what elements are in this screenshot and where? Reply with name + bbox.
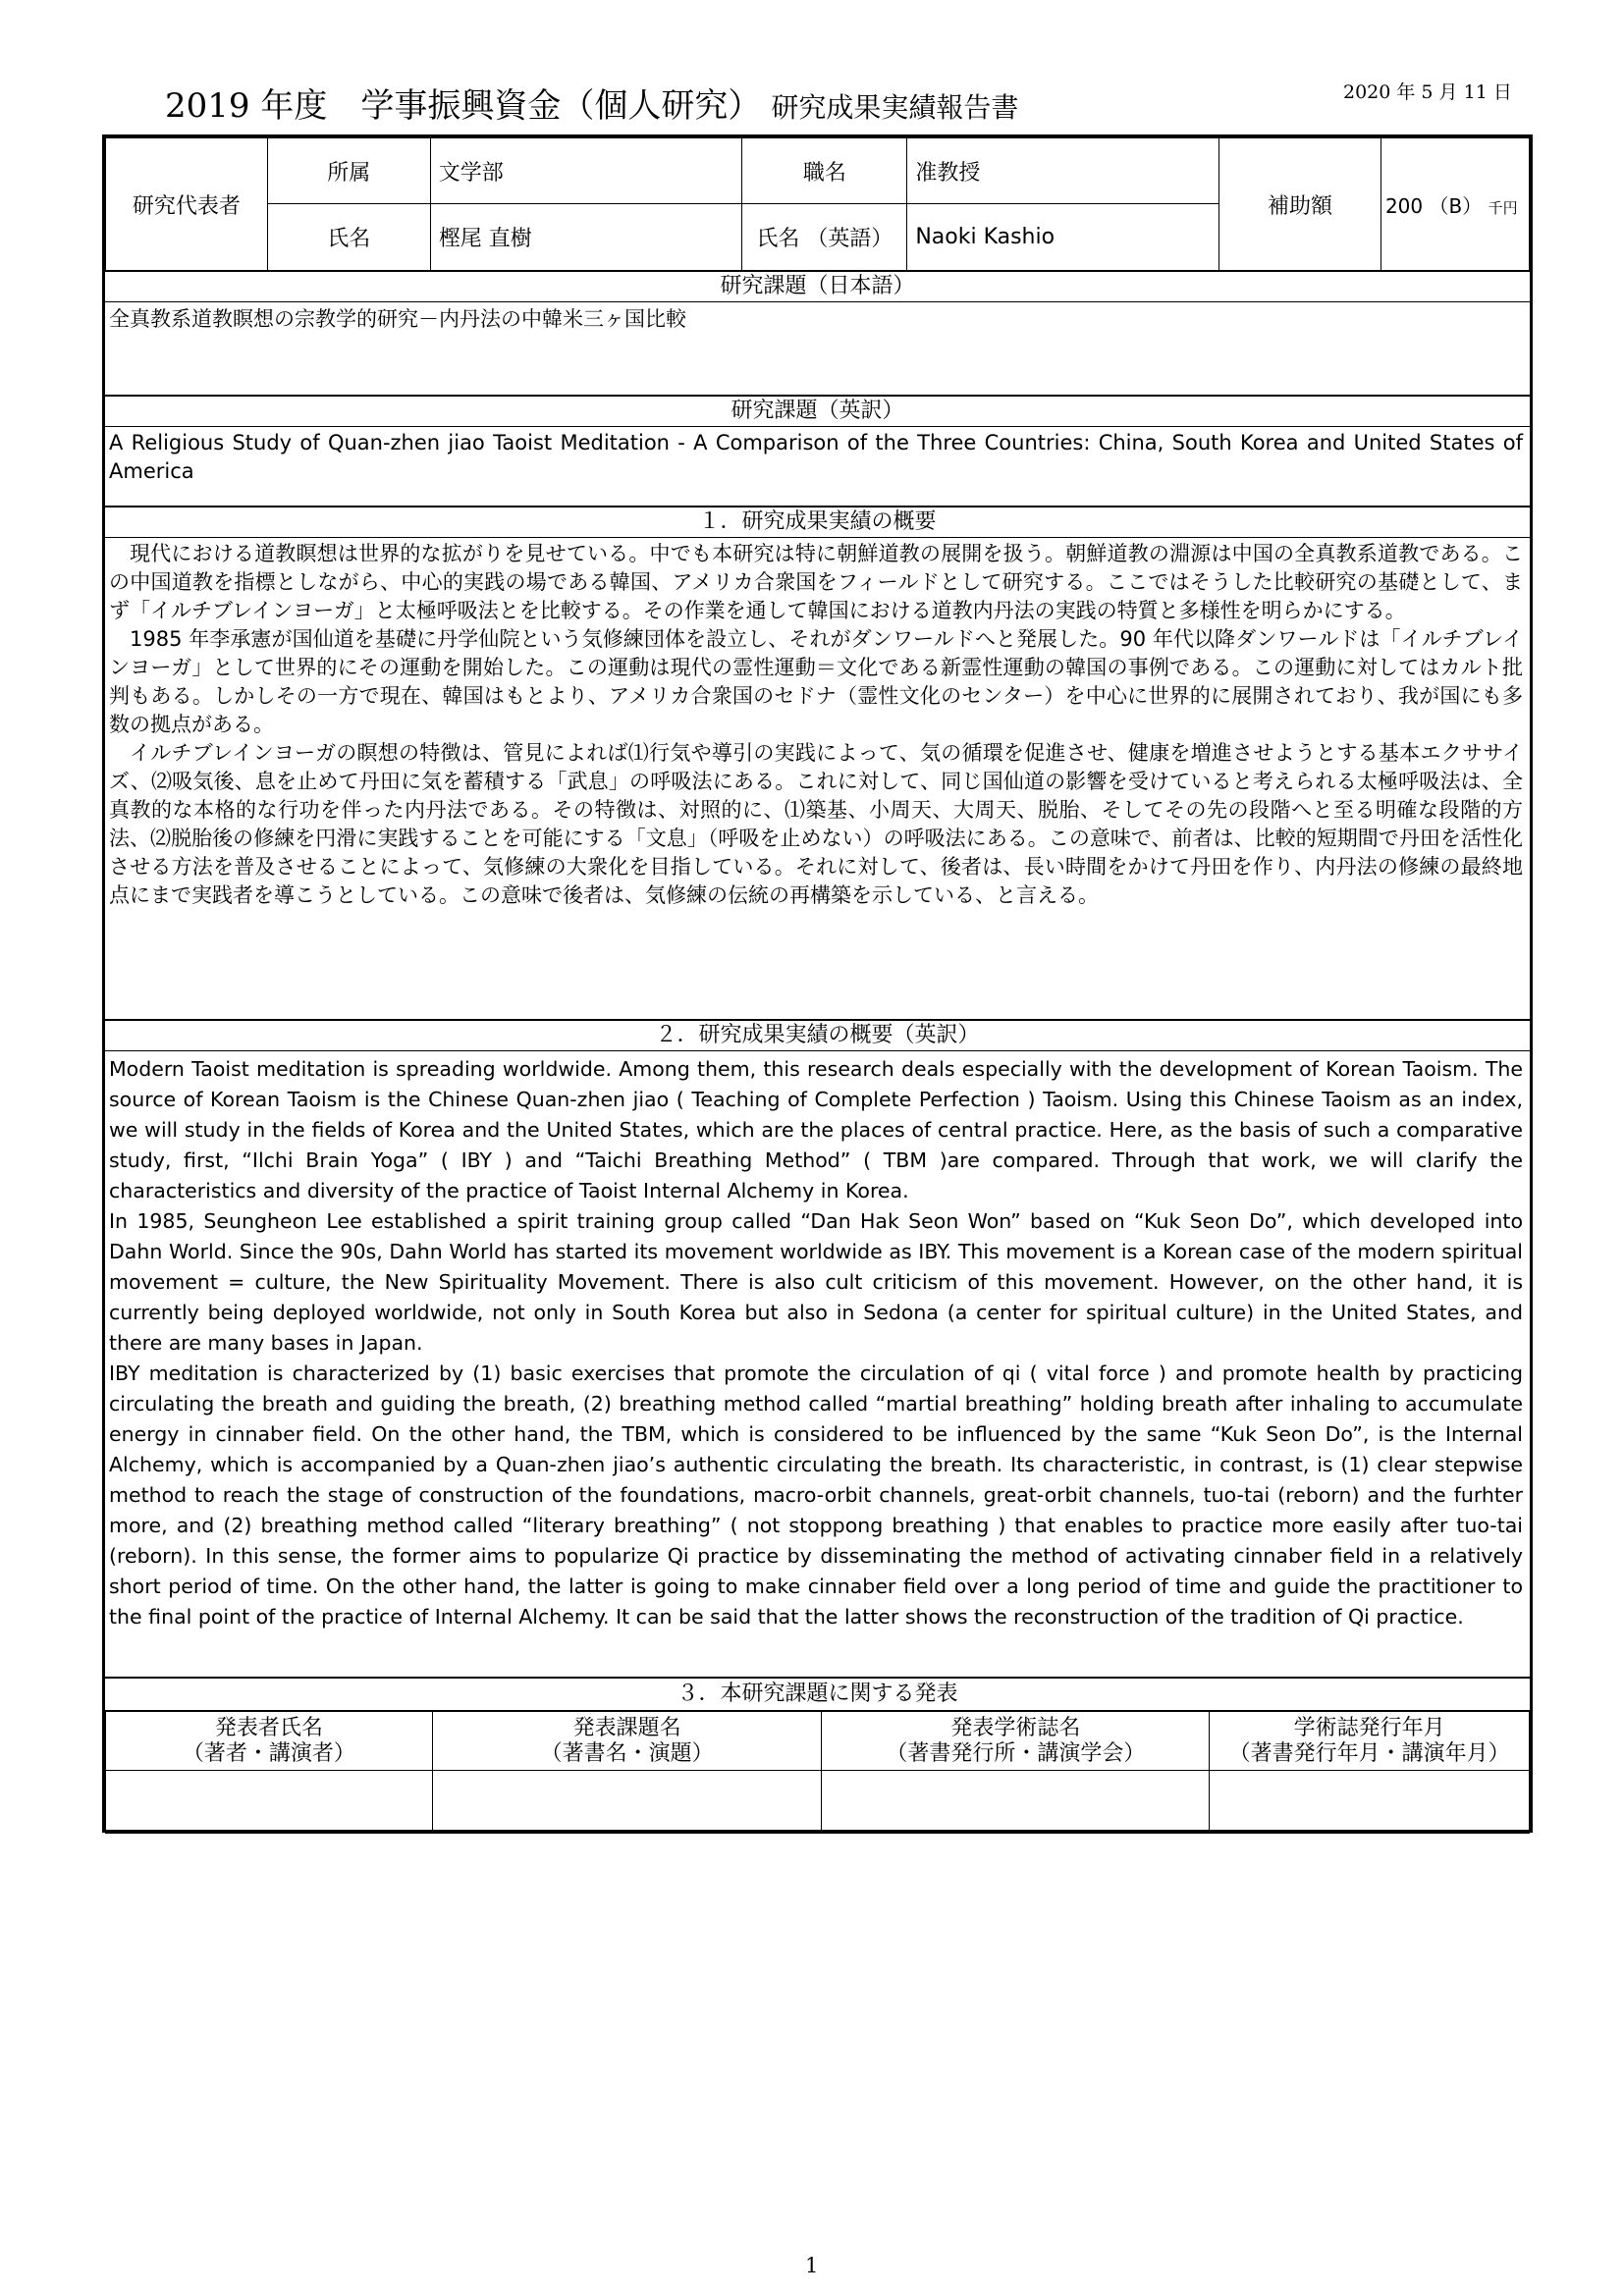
summary-jp-paragraph: イルチブレインヨーガの瞑想の特徴は、管見によれば⑴行気や導引の実践によって、気の循環を促進させ、健康を増進させようとする基本エクササイズ、⑵吸気後、息を止めて丹田に気を蓄積する「武息」の呼吸法にある。これに対して、同じ国仙道の影響を受けていると考えられる太極呼吸法は、全真教的な本格的な行功を伴った内丹法である。その特徴は、対照的に、⑴築基、小周天、大周天、脱胎、そしてその先の段階へと至る明確な段階的方法、⑵脱胎後の修練を円滑に実践することを可能にする「文息」（呼吸を止めない）の呼吸法にある。この意味で、前者は、比較的短期間で丹田を活性化させる方法を普及させることによって、気修練の大衆化を目指している。それに対して、後者は、長い時間をかけて丹田を作り、内丹法の修練の最終地点にまで実践者を導こうとしている。この意味で後者は、気修練の伝統の再構築を示している、と言える。 xyxy=(109,741,1523,907)
pub-cell-empty xyxy=(822,1771,1210,1834)
grant-value: 200 （B） xyxy=(1384,193,1483,218)
summary-jp-heading: １．研究成果実績の概要 xyxy=(105,507,1530,538)
topic-en-text: A Religious Study of Quan-zhen jiao Taoist Meditation - A Comparison of the Three Countries: China, South Korea and United States of America xyxy=(109,431,1523,483)
report-title xyxy=(165,79,1265,128)
grant-unit: 千円 xyxy=(1488,198,1518,217)
name-value: 樫尾 直樹 xyxy=(430,204,742,271)
pub-col-line1: 発表学術誌名 xyxy=(950,1715,1081,1740)
pub-col-author xyxy=(106,1712,433,1771)
topic-jp-text: 全真教系道教瞑想の宗教学的研究－内丹法の中韓米三ヶ国比較 xyxy=(109,307,686,331)
name-label: 氏名 xyxy=(267,204,430,271)
grant-label: 補助額 xyxy=(1219,138,1381,271)
pub-col-line1: 発表者氏名 xyxy=(214,1715,323,1740)
topic-jp-heading: 研究課題（日本語） xyxy=(105,272,1530,302)
pub-cell-empty xyxy=(1210,1771,1530,1834)
topic-en-heading: 研究課題（英訳） xyxy=(105,397,1530,427)
info-table xyxy=(105,137,1530,271)
pub-col-date xyxy=(1210,1712,1530,1771)
affiliation-label: 所属 xyxy=(267,138,430,204)
report-date: 2020 年 5 月 11 日 xyxy=(1343,81,1512,103)
pub-col-journal xyxy=(822,1712,1210,1771)
summary-en-paragraph: Modern Taoist meditation is spreading worldwide. Among them, this research deals especially with the development of Korean Taoism. The source of Korean Taoism is the Chinese Quan-zhen jiao ( Teaching of Complete Perfection ) Taoism. Using this Chinese Taoism as an index, we will study in the fields of Korea and the United States, which are the places of central practice. Here, as the basis of such a comparative study, first, “Ilchi Brain Yoga” ( IBY ) and “Taichi Breathing Method” ( TBM )are compared. Through that work, we will clarify the characteristics and diversity of the practice of Taoist Internal Alchemy in Korea. xyxy=(109,1057,1523,1202)
pub-col-line1: 発表課題名 xyxy=(572,1715,681,1740)
position-value: 准教授 xyxy=(907,138,1219,204)
pub-col-line2: （著者・講演者） xyxy=(182,1740,355,1766)
pub-col-title xyxy=(432,1712,822,1771)
representative-label: 研究代表者 xyxy=(106,138,268,271)
report-frame xyxy=(102,134,1533,1833)
summary-jp-paragraph: 現代における道教瞑想は世界的な拡がりを見せている。中でも本研究は特に朝鮮道教の展開を扱う。朝鮮道教の淵源は中国の全真教系道教である。この中国道教を指標としながら、中心的実践の場である韓国、アメリカ合衆国をフィールドとして研究する。ここではそうした比較研究の基礎として、まず「イルチブレインヨーガ」と太極呼吸法とを比較する。その作業を通して韓国における道教内丹法の実践の特質と多様性を明らかにする。 xyxy=(109,542,1523,622)
name-en-label: 氏名 （英語） xyxy=(742,204,907,271)
pub-cell-empty xyxy=(432,1771,822,1834)
publications-heading: ３．本研究課題に関する発表 xyxy=(105,1679,1530,1711)
summary-en-paragraph: In 1985, Seungheon Lee established a spirit training group called “Dan Hak Seon Won” based on “Kuk Seon Do”, which developed into Dahn World. Since the 90s, Dahn World has started its movement worldwide as IBY. This movement is a Korean case of the modern spiritual movement = culture, the New Spirituality Movement. There is also cult criticism of this movement. However, on the other hand, it is currently being deployed worldwide, not only in South Korea but also in Sedona (a center for spiritual culture) in the United States, and there are many bases in Japan. xyxy=(109,1209,1523,1355)
report-title-sub: 研究成果実績報告書 xyxy=(771,91,1019,124)
position-label: 職名 xyxy=(742,138,907,204)
summary-en-paragraph: IBY meditation is characterized by (1) basic exercises that promote the circulation of qi ( vital force ) and promote health by practicing circulating the breath and guiding the breath, (2) breathing method called “martial breathing” holding breath after inhaling to accumulate energy in cinnaber field. On the other hand, the TBM, which is considered to be influenced by the same “Kuk Seon Do”, is the Internal Alchemy, which is accompanied by a Quan-zhen jiao’s authentic circulating the breath. Its characteristic, in contrast, is (1) clear stepwise method to reach the stage of construction of the foundations, macro-orbit channels, great-orbit channels, tuo-tai (reborn) and the furhter more, and (2) breathing method called “literary breathing” ( not stoppong breathing ) that enables to practice more easily after tuo-tai (reborn). In this sense, the former aims to popularize Qi practice by disseminating the method of activating cinnaber field in a relatively short period of time. On the other hand, the latter is going to make cinnaber field over a long period of time and guide the practitioner to the final point of the practice of Internal Alchemy. It can be said that the latter shows the reconstruction of the tradition of Qi practice. xyxy=(109,1362,1523,1629)
summary-en-heading: ２．研究成果実績の概要（英訳） xyxy=(105,1021,1530,1051)
summary-en-body xyxy=(109,1054,1523,1632)
pub-col-line2: （著書名・演題） xyxy=(540,1740,714,1766)
pub-col-line1: 学術誌発行年月 xyxy=(1293,1715,1445,1740)
report-title-main: 2019 年度 学事振興資金（個人研究） xyxy=(165,86,762,126)
pub-cell-empty xyxy=(106,1771,433,1834)
publications-table xyxy=(105,1711,1530,1834)
name-en-value: Naoki Kashio xyxy=(907,204,1219,271)
grant-cell xyxy=(1380,138,1529,271)
pub-col-line2: （著書発行年月・講演年月） xyxy=(1228,1740,1510,1766)
affiliation-value: 文学部 xyxy=(430,138,742,204)
summary-jp-paragraph: 1985 年李承憲が国仙道を基礎に丹学仙院という気修練団体を設立し、それがダンワールドへと発展した。90 年代以降ダンワールドは「イルチブレインヨーガ」として世界的にその運動を開始した。この運動は現代の霊性運動＝文化である新霊性運動の韓国の事例である。この運動に対してはカルト批判もある。しかしその一方で現在、韓国はもとより、アメリカ合衆国のセドナ（霊性文化のセンター）を中心に世界的に展開されており、我が国にも多数の拠点がある。 xyxy=(109,627,1523,736)
page-number: 1 xyxy=(805,2254,819,2277)
pub-col-line2: （著書発行所・講演学会） xyxy=(886,1740,1146,1766)
